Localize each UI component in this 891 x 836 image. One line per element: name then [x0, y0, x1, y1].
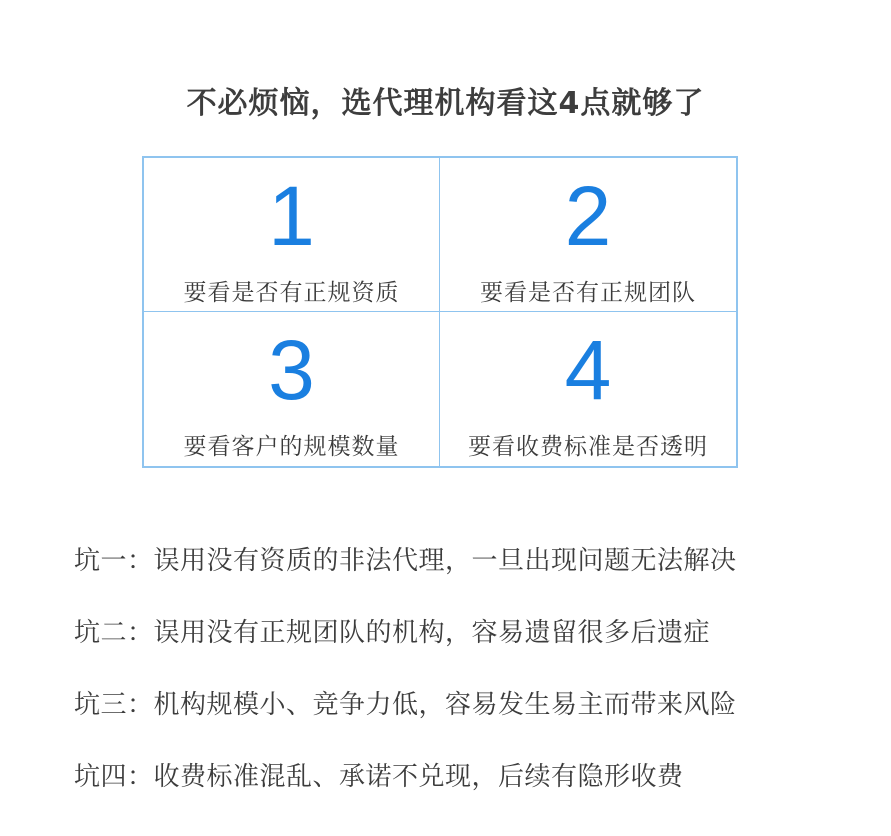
criteria-label: 要看收费标准是否透明 [468, 434, 708, 460]
pitfall-item: 坑二：误用没有正规团队的机构，容易遗留很多后遗症 [74, 618, 711, 648]
criteria-cell-4 [440, 312, 736, 466]
criteria-number: 2 [564, 169, 612, 263]
pitfall-item: 坑一：误用没有资质的非法代理，一旦出现问题无法解决 [74, 546, 737, 576]
criteria-label: 要看客户的规模数量 [183, 434, 400, 460]
pitfall-item: 坑四：收费标准混乱、承诺不兑现，后续有隐形收费 [74, 762, 684, 792]
criteria-label: 要看是否有正规团队 [480, 280, 696, 306]
criteria-number: 3 [268, 323, 315, 417]
criteria-label: 要看是否有正规资质 [183, 280, 400, 306]
criteria-cell-2 [440, 158, 736, 312]
pitfall-item: 坑三：机构规模小、竞争力低，容易发生易主而带来风险 [74, 690, 737, 720]
criteria-number: 4 [564, 323, 612, 417]
criteria-cell-1 [144, 158, 440, 312]
pitfall-list [74, 540, 864, 828]
criteria-number: 1 [268, 169, 315, 263]
criteria-grid [142, 156, 738, 468]
criteria-cell-3 [144, 312, 440, 466]
page-title: 不必烦恼，选代理机构看这4点就够了 [186, 86, 705, 121]
